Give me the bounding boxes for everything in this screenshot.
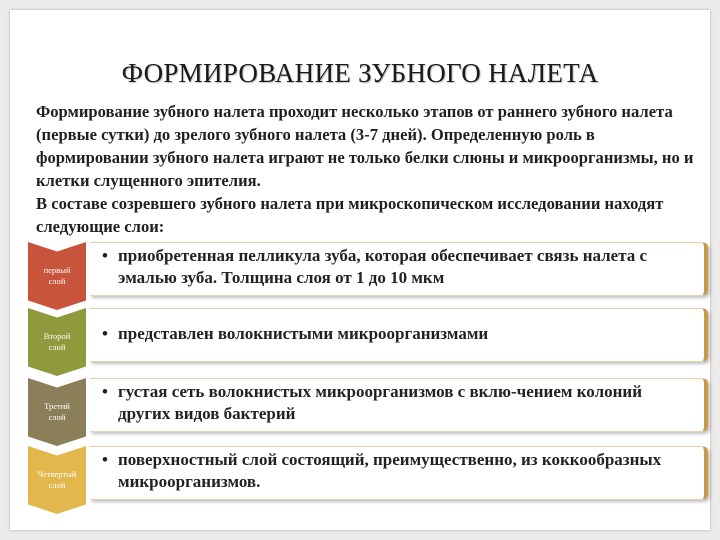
bullet-icon: •	[102, 324, 108, 343]
layer-1-text: приобретенная пелликула зуба, которая обеспечивает связь налета с эмалью зуба. Толщина слоя от 1 до 10 мкм	[118, 246, 648, 287]
slide	[10, 10, 710, 530]
layer-1-text-block	[102, 245, 692, 289]
layer-2-box	[90, 308, 708, 362]
layer-1	[28, 242, 708, 310]
slide-title: ФОРМИРОВАНИЕ ЗУБНОГО НАЛЕТА	[121, 58, 599, 88]
intro-paragraph-1: Формирование зубного налета проходит несколько этапов от раннего зубного налета (первые сутки) до зрелого зубного налета (3-7 дней). Определенную роль в формировании зубного налета играют не только белки слюны и микроорганизмы, но и клетки слущенного эпителия.	[36, 102, 694, 190]
layer-4-text-block	[102, 449, 692, 493]
layer-4-box	[90, 446, 708, 500]
layer-4	[28, 446, 708, 514]
bullet-icon: •	[102, 382, 108, 401]
layer-3-label: Третий слой	[44, 401, 70, 422]
bullet-icon: •	[102, 246, 108, 265]
layer-2	[28, 308, 708, 376]
intro-text	[36, 100, 704, 238]
layer-3	[28, 378, 708, 446]
layer-2-text: представлен волокнистыми микроорганизмами	[118, 324, 489, 343]
layer-3-text-block	[102, 381, 692, 425]
intro-paragraph-2: В составе созревшего зубного налета при микроскопическом исследовании находят следующие слои:	[36, 194, 664, 236]
layer-3-box	[90, 378, 708, 432]
layer-4-label: Четвертый слой	[37, 469, 77, 490]
layer-4-text: поверхностный слой состоящий, преимущественно, из коккообразных микроорганизмов.	[118, 450, 662, 491]
layer-3-text: густая сеть волокнистых микроорганизмов с вклю-чением колоний других видов бактерий	[118, 382, 642, 423]
layer-2-label: Второй слой	[43, 331, 71, 352]
layer-1-box	[90, 242, 708, 296]
layer-1-label: первый слой	[43, 265, 71, 286]
layer-2-text-block	[102, 323, 692, 345]
bullet-icon: •	[102, 450, 108, 469]
